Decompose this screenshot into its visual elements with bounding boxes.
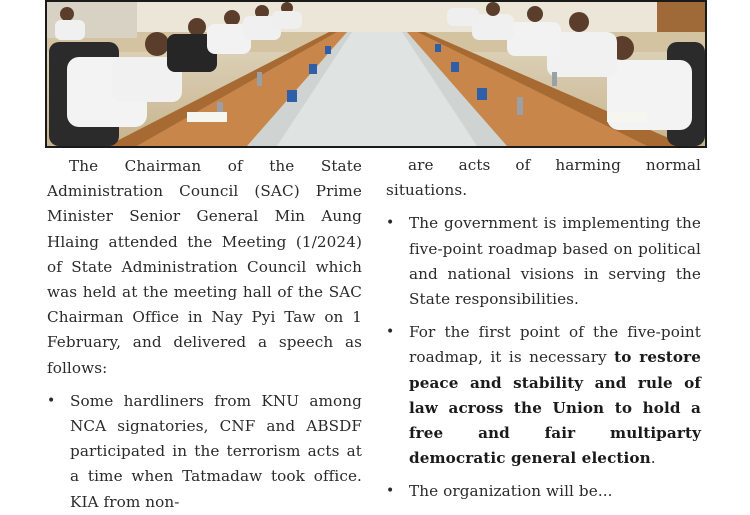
left-column <box>47 154 362 515</box>
left-bullet-item <box>47 389 362 515</box>
meeting-photo <box>45 0 707 148</box>
intro-paragraph: The Chairman of the State Administration Council (SAC) Prime Minister Senior General Min Aung Hlaing attended the Meeting (1/2024) of State Administration Council which was held at the meeting hall of the SAC Chairman Office in Nay Pyi Taw on 1 February, and delivered a speech as follows: <box>47 157 362 377</box>
right-bullet-text-1: The government is implementing the five-point roadmap based on political and national visions in serving the State responsibilities. <box>409 214 701 309</box>
right-column <box>386 153 701 505</box>
bullet-icon: • <box>386 483 395 500</box>
right-bullet-item-3 <box>386 479 701 504</box>
bullet-icon: • <box>47 392 56 409</box>
right-bullet-item-1 <box>386 211 701 312</box>
right-bullet-text-2-start: For the first point of the five-point roadmap, it is necessary <box>409 323 701 367</box>
meeting-photo-illustration <box>47 2 705 146</box>
bullet-icon: • <box>386 215 395 232</box>
left-bullet-text: Some hardliners from KNU among NCA signatories, CNF and ABSDF participated in the terrorism acts at a time when Tatmadaw took office. KIA from non- <box>70 391 362 511</box>
right-bullet-item-2 <box>386 320 701 471</box>
right-bullet-text-2-bold: to restore peace and stability and rule of law across the Union to hold a free and fair multiparty democratic general election <box>409 348 701 468</box>
bullet-icon: • <box>386 324 395 341</box>
right-bullet-text-3: The organization will be... <box>409 482 613 501</box>
continuation-text: are acts of harming normal situations. <box>386 156 701 200</box>
right-bullet-text-2-end: . <box>650 449 656 468</box>
